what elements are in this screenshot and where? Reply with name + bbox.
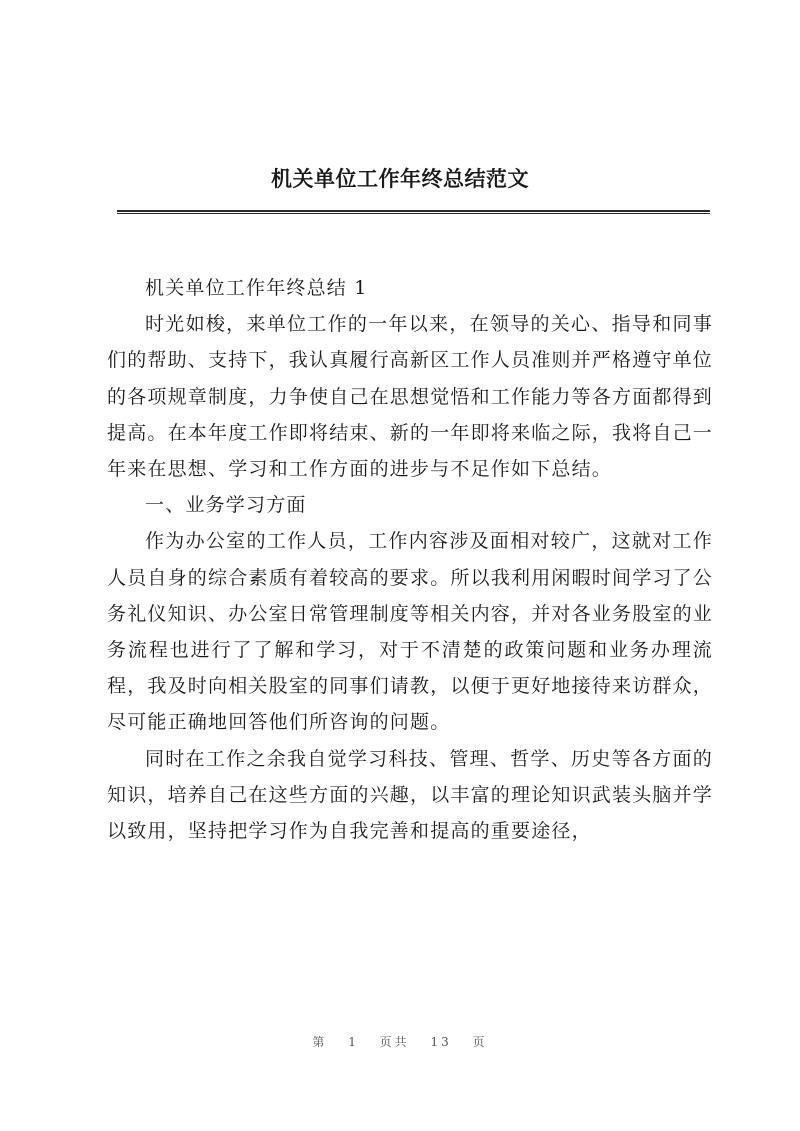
total-page-count: 13 [430,1035,452,1049]
page-footer [0,1033,800,1050]
document-body [107,270,713,849]
document-title: 机关单位工作年终总结范文 [271,166,529,191]
footer-prefix: 第 [312,1035,328,1049]
current-page-number: 1 [348,1035,359,1049]
footer-suffix: 页 [472,1035,488,1049]
body-paragraph: 同时在工作之余我自觉学习科技、管理、哲学、历史等各方面的知识，培养自己在这些方面的兴趣，以丰富的理论知识武装头脑并学以致用，坚持把学习作为自我完善和提高的重要途径， [107,747,714,843]
subsection-heading: 一、业务学习方面 [145,494,307,517]
title-divider [117,210,710,214]
footer-middle: 页共 [379,1035,410,1049]
body-paragraph: 时光如梭，来单位工作的一年以来，在领导的关心、指导和同事们的帮助、支持下，我认真履行高新区工作人员准则并严格遵守单位的各项规章制度，力争使自己在思想觉悟和工作能力等各方面都得到提高。在本年度工作即将结束、新的一年即将来临之际，我将自己一年来在思想、学习和工作方面的进步与不足作如下总结。 [107,313,714,481]
body-paragraph: 作为办公室的工作人员，工作内容涉及面相对较广，这就对工作人员自身的综合素质有着较高的要求。所以我利用闲暇时间学习了公务礼仪知识、办公室日常管理制度等相关内容，并对各业务股室的业务流程也进行了了解和学习，对于不清楚的政策问题和业务办理流程，我及时向相关股室的同事们请教，以便于更好地接待来访群众，尽可能正确地回答他们所咨询的问题。 [107,530,714,734]
section-heading: 机关单位工作年终总结 1 [145,277,368,299]
